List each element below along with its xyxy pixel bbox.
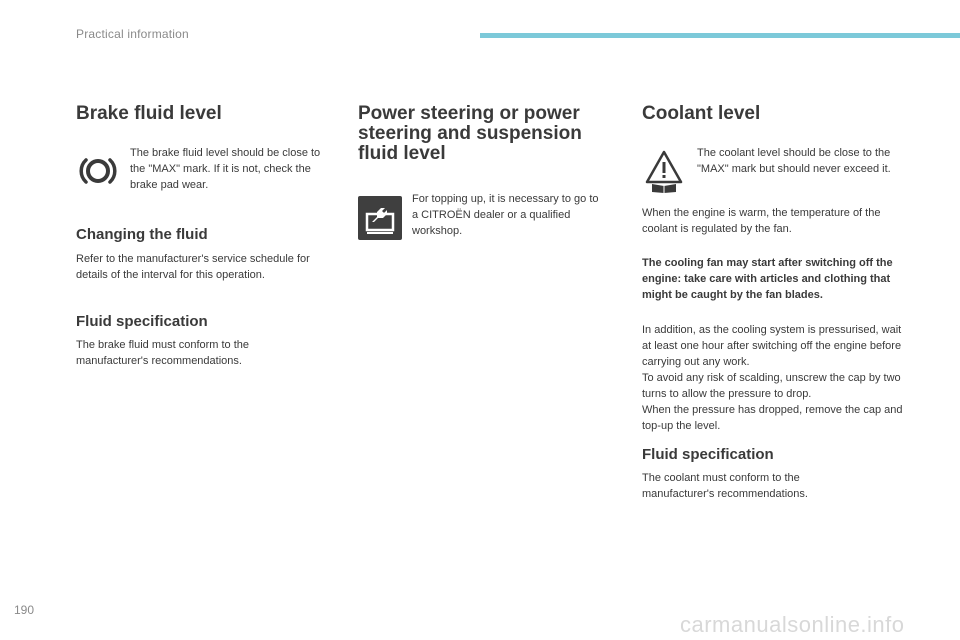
power-steering-row: [358, 193, 618, 240]
power-steering-title-line: fluid level: [358, 143, 446, 164]
section-title: Practical information: [76, 27, 189, 41]
changing-fluid-text: Refer to the manufacturer's service schedule for details of the interval for this operation.: [76, 253, 310, 281]
brake-warning-icon: [76, 149, 120, 193]
coolant-warm-text: When the engine is warm, the temperature of the coolant is regulated by the fan.: [642, 207, 881, 235]
power-steering-title-line: Power steering or power: [358, 103, 580, 124]
header-accent-bar: [480, 33, 960, 38]
brake-intro-row: [76, 149, 336, 193]
brake-fluid-section: [76, 100, 336, 369]
coolant-spec-text: The coolant must conform to the manufacturer's recommendations.: [642, 472, 808, 500]
coolant-fan-warning: The cooling fan may start after switching off the engine: take care with articles and clothing that might be caught by the fan blades.: [642, 257, 893, 301]
coolant-title: Coolant level: [642, 103, 761, 124]
watermark: carmanualsonline.info: [680, 612, 905, 637]
brake-spec-title: Fluid specification: [76, 313, 208, 330]
coolant-intro-text: The coolant level should be close to the "MAX" mark but should never exceed it.: [697, 147, 891, 175]
coolant-pressure-text-2: To avoid any risk of scalding, unscrew the cap by two turns to allow the pressure to drop.: [642, 372, 901, 400]
coolant-spec-title: Fluid specification: [642, 446, 774, 463]
brake-spec-text: The brake fluid must conform to the manufacturer's recommendations.: [76, 339, 250, 367]
coolant-intro-row: [642, 149, 912, 193]
coolant-pressure-text-1: In addition, as the cooling system is pressurised, wait at least one hour after switching off the engine before carrying out any work.: [642, 324, 902, 368]
coolant-pressure-text-3: When the pressure has dropped, remove the cap and top-up the level.: [642, 404, 903, 432]
page-number: 190: [14, 603, 35, 617]
power-steering-title-line: steering and suspension: [358, 123, 582, 144]
coolant-section: [642, 100, 912, 502]
warning-manual-icon: [642, 149, 686, 193]
power-steering-title: [358, 104, 618, 164]
brake-fluid-title: Brake fluid level: [76, 103, 222, 124]
power-steering-section: [358, 100, 618, 240]
brake-intro-text: The brake fluid level should be close to the "MAX" mark. If it is not, check the brake pad wear.: [130, 147, 321, 191]
dealer-service-icon: [358, 196, 402, 240]
changing-fluid-title: Changing the fluid: [76, 226, 208, 243]
power-steering-text: For topping up, it is necessary to go to a CITROËN dealer or a qualified workshop.: [412, 193, 599, 237]
